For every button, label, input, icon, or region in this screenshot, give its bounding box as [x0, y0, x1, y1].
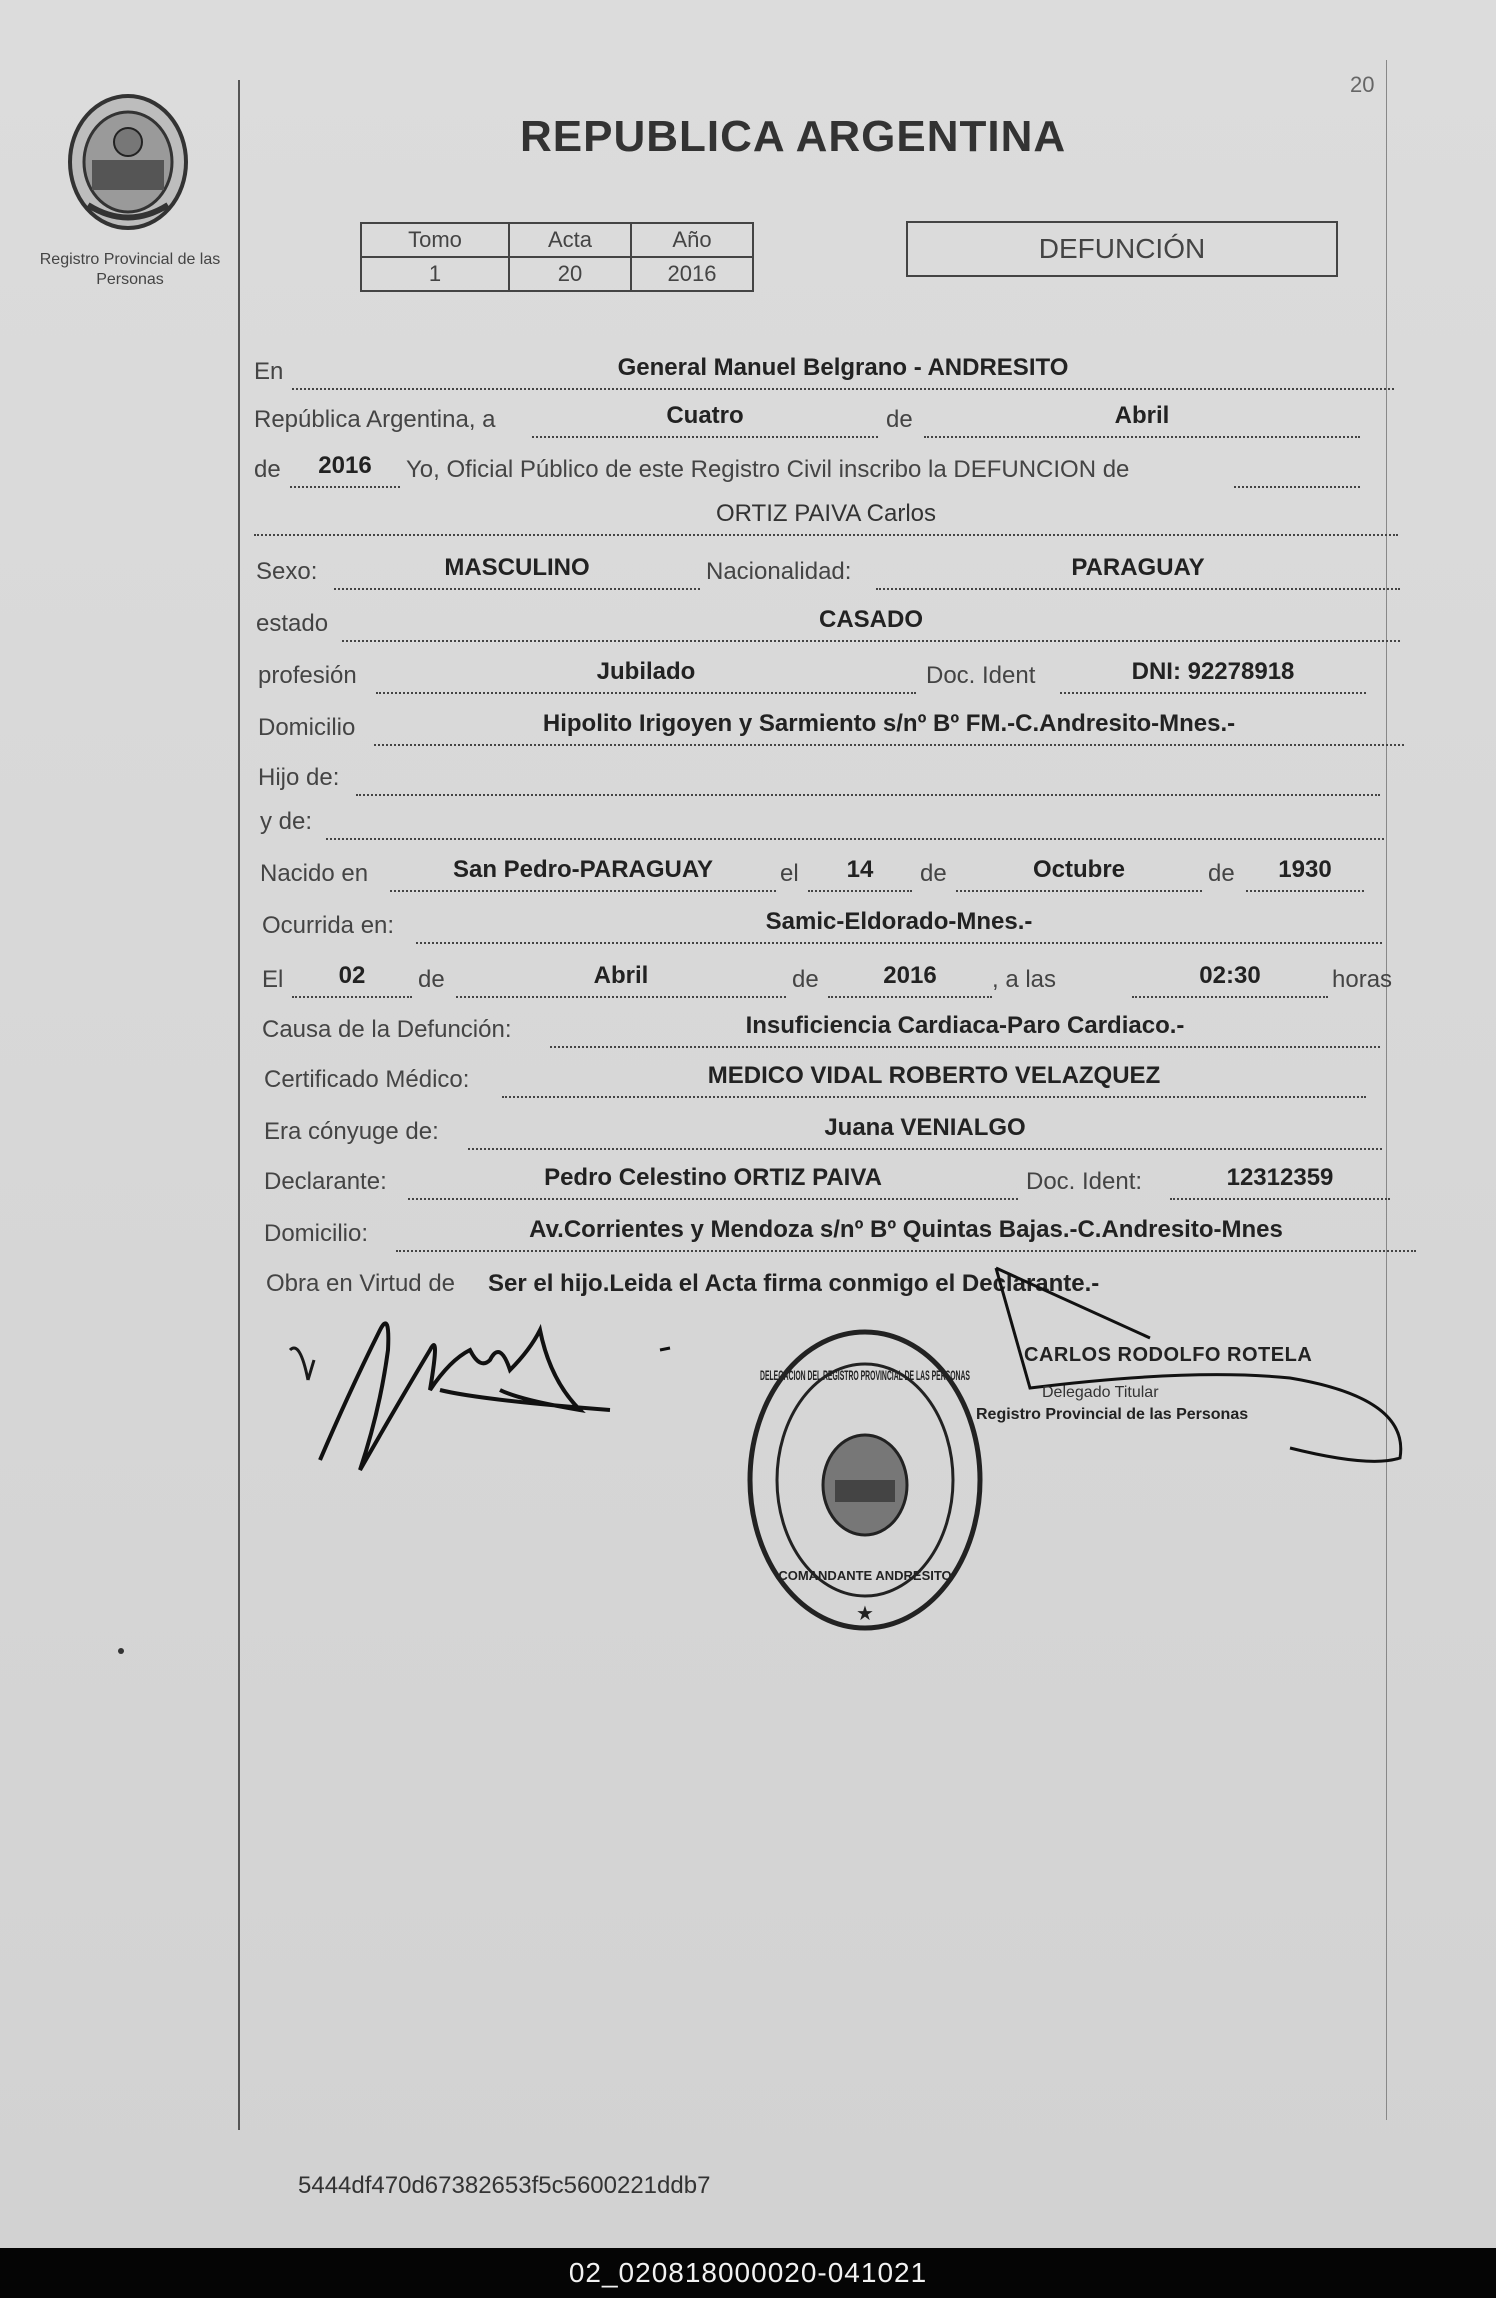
registry-round-stamp — [740, 1320, 990, 1640]
label-republica: República Argentina, a — [254, 406, 496, 433]
label-horas: horas — [1332, 966, 1393, 993]
field-nac-dia — [808, 854, 912, 892]
label-yo-oficial: Yo, Oficial Público de este Registro Civil inscribo la DEFUNCION de — [406, 456, 1130, 483]
value-lugar: General Manuel Belgrano - ANDRESITO — [617, 354, 1069, 381]
registry-org-name: Registro Provincial de las Personas — [39, 251, 221, 288]
label-nacido-en: Nacido en — [260, 860, 369, 887]
label-obra: Obra en Virtud de — [266, 1270, 456, 1297]
value-causa: Insuficiencia Cardiaca-Paro Cardiaco.- — [745, 1012, 1185, 1039]
value-conyuge: Juana VENIALGO — [824, 1114, 1026, 1141]
row-causa — [0, 1008, 1496, 1048]
row-declarante — [0, 1160, 1496, 1200]
country-title: REPUBLICA ARGENTINA — [520, 112, 1067, 161]
official-role: Delegado Titular — [1042, 1384, 1159, 1401]
row-certificado — [0, 1058, 1496, 1098]
field-nac-anio — [1246, 854, 1364, 892]
paper-speck — [118, 1648, 124, 1654]
value-dia: Cuatro — [666, 402, 744, 429]
field-estado — [342, 604, 1400, 642]
label-domicilio: Domicilio — [258, 714, 356, 741]
field-def-mes — [456, 960, 786, 998]
label-de-2: de — [254, 456, 281, 483]
field-nac-mes — [956, 854, 1202, 892]
field-profesion — [376, 656, 916, 694]
value-nacido-en: San Pedro-PARAGUAY — [452, 856, 714, 883]
value-doc-ident: DNI: 92278918 — [1131, 658, 1295, 685]
row-profesion — [0, 654, 1496, 694]
value-declarante-domicilio: Av.Corrientes y Mendoza s/nº Bº Quintas Bajas.-C.Andresito-Mnes — [529, 1216, 1283, 1243]
row-y-de — [0, 800, 1496, 840]
tomo-header: Tomo — [361, 223, 509, 257]
field-declarante — [408, 1162, 1018, 1200]
stamp-outer-text: DELEGACION DEL REGISTRO PROVINCIAL DE LAS PERSONAS — [760, 1367, 970, 1383]
value-declarante: Pedro Celestino ORTIZ PAIVA — [544, 1164, 882, 1191]
field-nacionalidad — [876, 552, 1400, 590]
field-certificado — [502, 1060, 1366, 1098]
field-mes — [924, 400, 1360, 438]
label-de-5: de — [418, 966, 445, 993]
field-dia — [532, 400, 878, 438]
field-conyuge — [468, 1112, 1382, 1150]
label-y-de: y de: — [260, 808, 313, 835]
field-doc-ident — [1060, 656, 1366, 694]
document-hash: 5444df470d67382653f5c5600221ddb7 — [298, 2172, 711, 2199]
value-anio: 2016 — [318, 452, 372, 479]
value-obra: Ser el hijo.Leida el Acta firma conmigo el Declarante.- — [488, 1270, 1100, 1297]
row-hijo-de — [0, 756, 1496, 796]
field-def-hora — [1132, 960, 1328, 998]
value-sexo: MASCULINO — [444, 554, 590, 581]
declarant-signature — [280, 1290, 700, 1490]
label-doc-ident-2: Doc. Ident: — [1026, 1168, 1143, 1195]
stamp-star-icon: ★ — [856, 1603, 874, 1625]
label-declarante: Declarante: — [264, 1168, 387, 1195]
row-difunto — [0, 496, 1496, 536]
row-ocurrida — [0, 904, 1496, 944]
row-lugar — [0, 350, 1496, 390]
value-nac-mes: Octubre — [1032, 856, 1125, 883]
tomo-value: 1 — [361, 257, 509, 291]
field-declarante-domicilio — [396, 1214, 1416, 1252]
row-anio — [0, 448, 1496, 488]
value-difunto: ORTIZ PAIVA Carlos — [715, 500, 937, 527]
label-de-4: de — [1208, 860, 1235, 887]
field-anio — [290, 450, 400, 488]
official-name: CARLOS RODOLFO ROTELA — [1024, 1344, 1313, 1366]
label-ocurrida-en: Ocurrida en: — [262, 912, 395, 939]
anio-header: Año — [631, 223, 753, 257]
label-de-1: de — [886, 406, 913, 433]
field-y-de — [326, 802, 1384, 840]
field-sexo — [334, 552, 700, 590]
row-nacido — [0, 852, 1496, 892]
row-fecha — [0, 398, 1496, 438]
label-a-las: , a las — [992, 966, 1057, 993]
value-estado: CASADO — [818, 606, 923, 633]
field-ocurrida-en — [416, 906, 1382, 944]
value-mes: Abril — [1114, 402, 1170, 429]
acta-header: Acta — [509, 223, 631, 257]
label-causa: Causa de la Defunción: — [262, 1016, 512, 1043]
stamp-inner-text: COMANDANTE ANDRESITO — [778, 1568, 952, 1583]
label-el: el — [780, 860, 799, 887]
anio-value: 2016 — [631, 257, 753, 291]
acta-value: 20 — [509, 257, 631, 291]
field-difunto — [254, 498, 1398, 536]
field-causa — [550, 1010, 1380, 1048]
field-def-anio — [828, 960, 992, 998]
field-declarante-doc — [1170, 1162, 1390, 1200]
row-conyuge — [0, 1110, 1496, 1150]
label-de-3: de — [920, 860, 947, 887]
row-fecha-defuncion — [0, 958, 1496, 998]
label-profesion: profesión — [258, 662, 357, 689]
value-nac-anio: 1930 — [1278, 856, 1332, 883]
value-nac-dia: 14 — [846, 856, 874, 883]
value-declarante-doc: 12312359 — [1226, 1164, 1334, 1191]
page-number: 20 — [1350, 72, 1375, 97]
label-conyuge: Era cónyuge de: — [264, 1118, 439, 1145]
label-domicilio-2: Domicilio: — [264, 1220, 369, 1247]
value-def-mes: Abril — [593, 962, 649, 989]
value-profesion: Jubilado — [596, 658, 696, 685]
field-domicilio — [374, 708, 1404, 746]
row-domicilio — [0, 706, 1496, 746]
label-estado: estado — [256, 610, 329, 637]
value-def-dia: 02 — [338, 962, 366, 989]
field-def-dia — [292, 960, 412, 998]
value-ocurrida-en: Samic-Eldorado-Mnes.- — [765, 908, 1033, 935]
row-estado — [0, 602, 1496, 642]
value-certificado: MEDICO VIDAL ROBERTO VELAZQUEZ — [707, 1062, 1161, 1089]
registry-table — [360, 222, 754, 292]
label-doc-ident: Doc. Ident — [926, 662, 1036, 689]
act-type-box: DEFUNCIÓN — [906, 221, 1338, 277]
official-org: Registro Provincial de las Personas — [976, 1406, 1249, 1423]
label-hijo-de: Hijo de: — [258, 764, 340, 791]
value-domicilio: Hipolito Irigoyen y Sarmiento s/nº Bº FM.-C.Andresito-Mnes.- — [542, 710, 1236, 737]
field-lugar — [292, 352, 1394, 390]
value-def-hora: 02:30 — [1199, 962, 1261, 989]
row-sexo — [0, 550, 1496, 590]
footer-id: 02_020818000020-041021 — [568, 2257, 928, 2288]
province-emblem-icon — [58, 90, 198, 240]
label-certificado: Certificado Médico: — [264, 1066, 470, 1093]
footer-bar — [0, 2248, 1496, 2298]
label-el-cap: El — [262, 966, 284, 993]
field-blank-1 — [1234, 450, 1360, 488]
label-de-6: de — [792, 966, 819, 993]
field-hijo-de — [356, 758, 1380, 796]
value-def-anio: 2016 — [883, 962, 937, 989]
row-domicilio-declarante — [0, 1212, 1496, 1252]
label-en: En — [254, 358, 284, 385]
label-sexo: Sexo: — [256, 558, 318, 585]
field-nacido-en — [390, 854, 776, 892]
value-nacionalidad: PARAGUAY — [1071, 554, 1205, 581]
label-nacionalidad: Nacionalidad: — [706, 558, 852, 585]
